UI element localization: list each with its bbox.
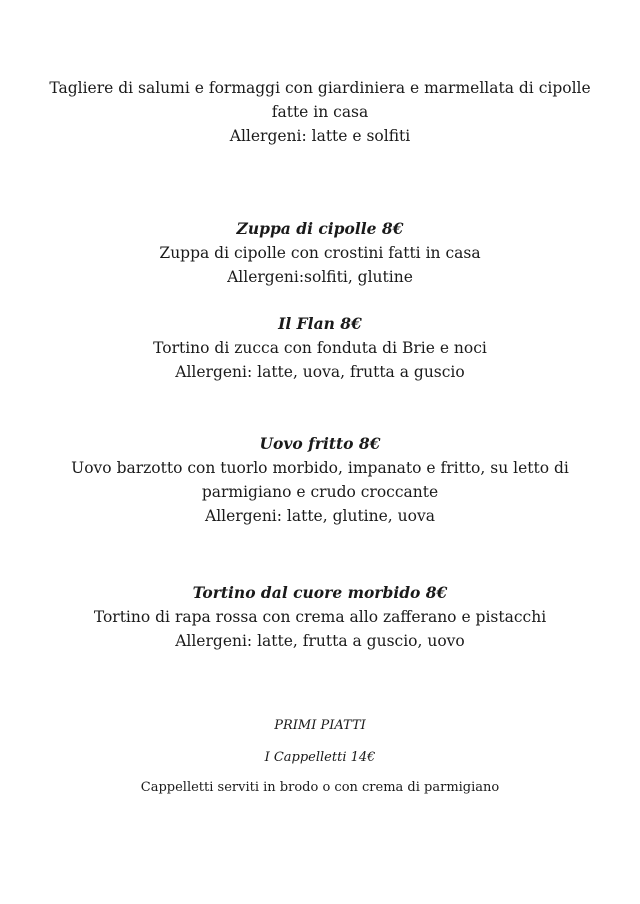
- dish-title: Uovo fritto 8€: [259, 434, 381, 453]
- dish-title: Zuppa di cipolle 8€: [236, 219, 404, 238]
- primi-piatti-section: [40, 716, 600, 736]
- dish-allergens: Allergeni: latte, glutine, uova: [205, 507, 435, 525]
- intro-allergens: Allergeni: latte e solfiti: [229, 127, 411, 145]
- dish-allergens: Allergeni: latte, frutta a guscio, uovo: [175, 632, 465, 650]
- dish-i-cappelletti-description: [40, 778, 600, 798]
- dish-description: Tortino di rapa rossa con crema allo zafferano e pistacchi: [93, 608, 547, 626]
- dish-description: Cappelletti serviti in brodo o con crema di parmigiano: [140, 780, 500, 795]
- dish-allergens: Allergeni: latte, uova, frutta a guscio: [175, 363, 465, 381]
- intro-description-line-1: Tagliere di salumi e formaggi con giardiniera e marmellata di cipolle: [49, 79, 591, 97]
- dish-description: Tortino di zucca con fonduta di Brie e noci: [153, 339, 487, 357]
- dish-allergens: Allergeni:solfiti, glutine: [227, 268, 413, 286]
- dish-title: I Cappelletti 14€: [264, 750, 376, 765]
- intro-dish: [40, 76, 600, 148]
- section-title: PRIMI PIATTI: [274, 718, 366, 733]
- dish-title: Tortino dal cuore morbido 8€: [192, 583, 448, 602]
- dish-zuppa-di-cipolle: [40, 217, 600, 289]
- dish-description-line-2: parmigiano e crudo croccante: [201, 483, 439, 501]
- dish-title: Il Flan 8€: [278, 314, 362, 333]
- dish-i-cappelletti: [40, 748, 600, 768]
- dish-description-line-1: Uovo barzotto con tuorlo morbido, impanato e fritto, su letto di: [71, 459, 569, 477]
- dish-uovo-fritto: [40, 432, 600, 528]
- dish-tortino-dal-cuore-morbido: [40, 581, 600, 653]
- intro-description-line-2: fatte in casa: [271, 103, 369, 121]
- dish-description: Zuppa di cipolle con crostini fatti in casa: [159, 244, 481, 262]
- dish-il-flan: [40, 312, 600, 384]
